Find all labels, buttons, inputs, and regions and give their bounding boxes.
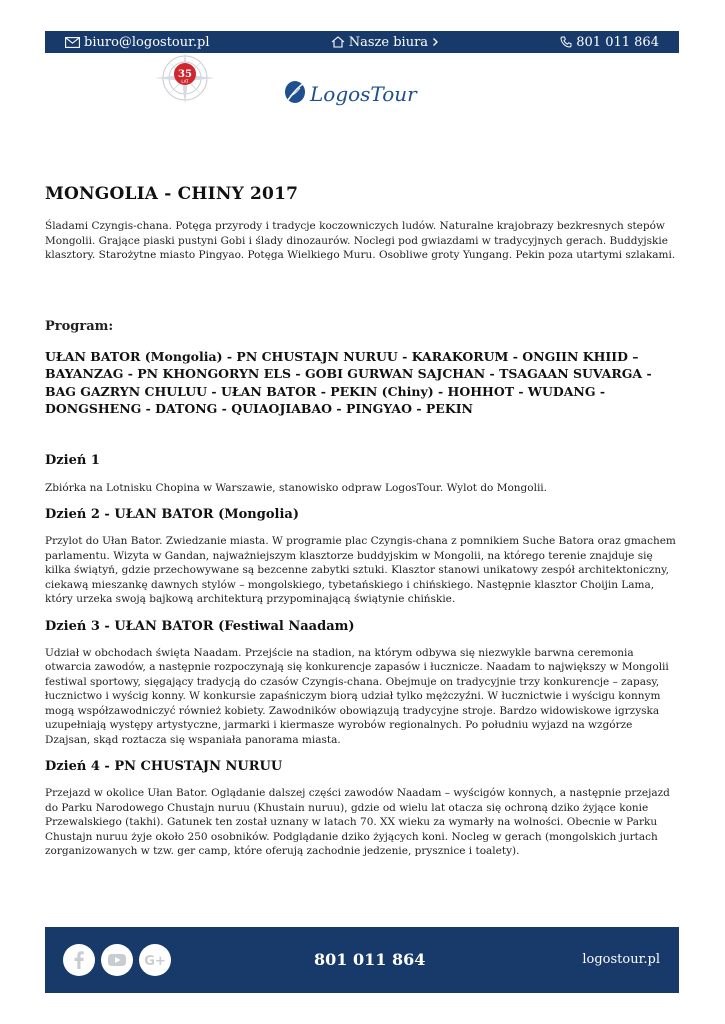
badge-word: LAT	[181, 79, 189, 84]
day-section	[45, 619, 679, 748]
facebook-icon	[63, 944, 95, 976]
badge-number: 35	[178, 69, 192, 80]
google-plus-icon	[139, 944, 171, 976]
phone-text: 801 011 864	[576, 34, 659, 50]
day-heading: Dzień 1	[45, 452, 100, 468]
day-description: Przylot do Ułan Bator. Zwiedzanie miasta. W programie plac Czyngis-chana z pomnikiem Suche Batora oraz gmachem parlamentu. Wizyta w Gandan, najważniejszym klasztorze buddyjskim w Mongolii, na którego terenie znajduje się kilka świątyń, gdzie przechowywane są bezcenne zabytki sztuki. Klasztor stanowi unikatowy zespół architektoniczny, ciekawą mieszankę dawnych stylów – mongolskiego, tybetańskiego i chińskiego. Następnie klasztor Choijin Lama, który urzeka swoją bajkową architekturą przypominającą świątynie chińskie.	[45, 535, 676, 605]
day-heading: Dzień 2 - UŁAN BATOR (Mongolia)	[45, 507, 299, 522]
intro-paragraph: Śladami Czyngis-chana. Potęga przyrody i tradycje koczowniczych ludów. Naturalne krajobrazy bezkresnych stepów Mongolii. Grające piaski pustyni Gobi i ślady dinozaurów. Noclegi pod gwiazdami w tradycyjnych gerach. Buddyjskie klasztory. Starożytne miasto Pingyao. Potęga Wielkiego Muru. Osobliwe groty Yungang. Pekin poza utartymi szlakami.	[45, 220, 676, 261]
footer-website-link[interactable]: logostour.pl	[582, 952, 660, 967]
facebook-button[interactable]	[63, 944, 95, 976]
day-section	[45, 759, 679, 859]
offices-text: Nasze biura	[348, 34, 429, 50]
day-heading: Dzień 4 - PN CHUSTAJN NURUU	[45, 759, 283, 774]
youtube-icon	[101, 944, 133, 976]
day-section	[45, 507, 679, 607]
envelope-icon	[65, 37, 80, 48]
email-link[interactable]	[65, 35, 210, 50]
phone-link[interactable]	[560, 35, 659, 50]
youtube-button[interactable]	[101, 944, 133, 976]
phone-icon	[560, 36, 572, 48]
home-icon	[331, 36, 345, 48]
anniversary-badge-logo	[145, 52, 225, 114]
day-description: Zbiórka na Lotnisku Chopina w Warszawie, stanowisko odpraw LogosTour. Wylot do Mongolii.	[45, 481, 547, 494]
logostour-logo	[284, 76, 417, 116]
day-description: Przejazd w okolice Ułan Bator. Oglądanie dalszej części zawodów Naadam – wyścigów konnych, a następnie przejazd do Parku Narodowego Chustajn nuruu (Khustain nuruu), gdzie od wielu lat otacza się ochroną dziko żyjące konie Przewalskiego (takhi). Gatunek ten został uznany w latach 70. XX wieku za wymarły na wolności. Obecnie w Parku Chustajn nuruu żyje około 250 osobników. Podglądanie dziko żyjących koni. Nocleg w gerach (mongolskich jurtach zorganizowanych w tzw. ger camp, które oferują zachodnie jedzenie, prysznice i toalety).	[45, 787, 670, 857]
chevron-right-icon	[432, 37, 439, 47]
social-links	[63, 944, 171, 976]
contact-bar	[45, 31, 679, 53]
article	[45, 184, 679, 859]
footer-bar	[45, 927, 679, 993]
program-heading: Program:	[45, 318, 114, 334]
page-title: MONGOLIA - CHINY 2017	[45, 184, 299, 204]
day-description: Udział w obchodach święta Naadam. Przejście na stadion, na którym odbywa się niezwykle barwna ceremonia otwarcia zawodów, a następnie rozpoczynają się konkurencje zapasów i łucznicze. Naadam to największy w Mongolii festiwal sportowy, sięgający tradycją do czasów Czyngis-chana. Obejmuje on tradycyjnie trzy konkurencje – zapasy, łucznictwo i wyścig konny. W konkursie zapaśniczym biorą udział tylko mężczyźni. W łucznictwie i wyścigu konnym mogą współzawodniczyć również kobiety. Zawodników obowiązują tradycyjne stroje. Bardzo widowiskowe igrzyska uzupełniają występy artystyczne, jarmarki i kiermasze wyrobów regionalnych. Po południu wyjazd na wzgórze Dzajsan, skąd roztacza się wspaniała panorama miasta.	[45, 646, 669, 746]
footer-phone[interactable]: 801 011 864	[314, 950, 426, 969]
brand-name: LogosTour	[310, 82, 417, 106]
day-section	[45, 453, 679, 496]
email-text: biuro@logostour.pl	[84, 34, 210, 50]
offices-link[interactable]	[331, 35, 439, 50]
day-heading: Dzień 3 - UŁAN BATOR (Festiwal Naadam)	[45, 618, 355, 634]
svg-text:G+: G+	[144, 954, 166, 969]
google-plus-button[interactable]	[139, 944, 171, 976]
route-list: UŁAN BATOR (Mongolia) - PN CHUSTAJN NURUU - KARAKORUM - ONGIIN KHIID – BAYANZAG - PN KHONGORYN ELS - GOBI GURWAN SAJCHAN - TSAGAAN SUVARGA - BAG GAZRYN CHULUU - UŁAN BATOR - PEKIN (Chiny) - HOHHOT - WUDANG - DONGSHENG - DATONG - QUIAOJIABAO - PINGYAO - PEKIN	[45, 348, 652, 416]
